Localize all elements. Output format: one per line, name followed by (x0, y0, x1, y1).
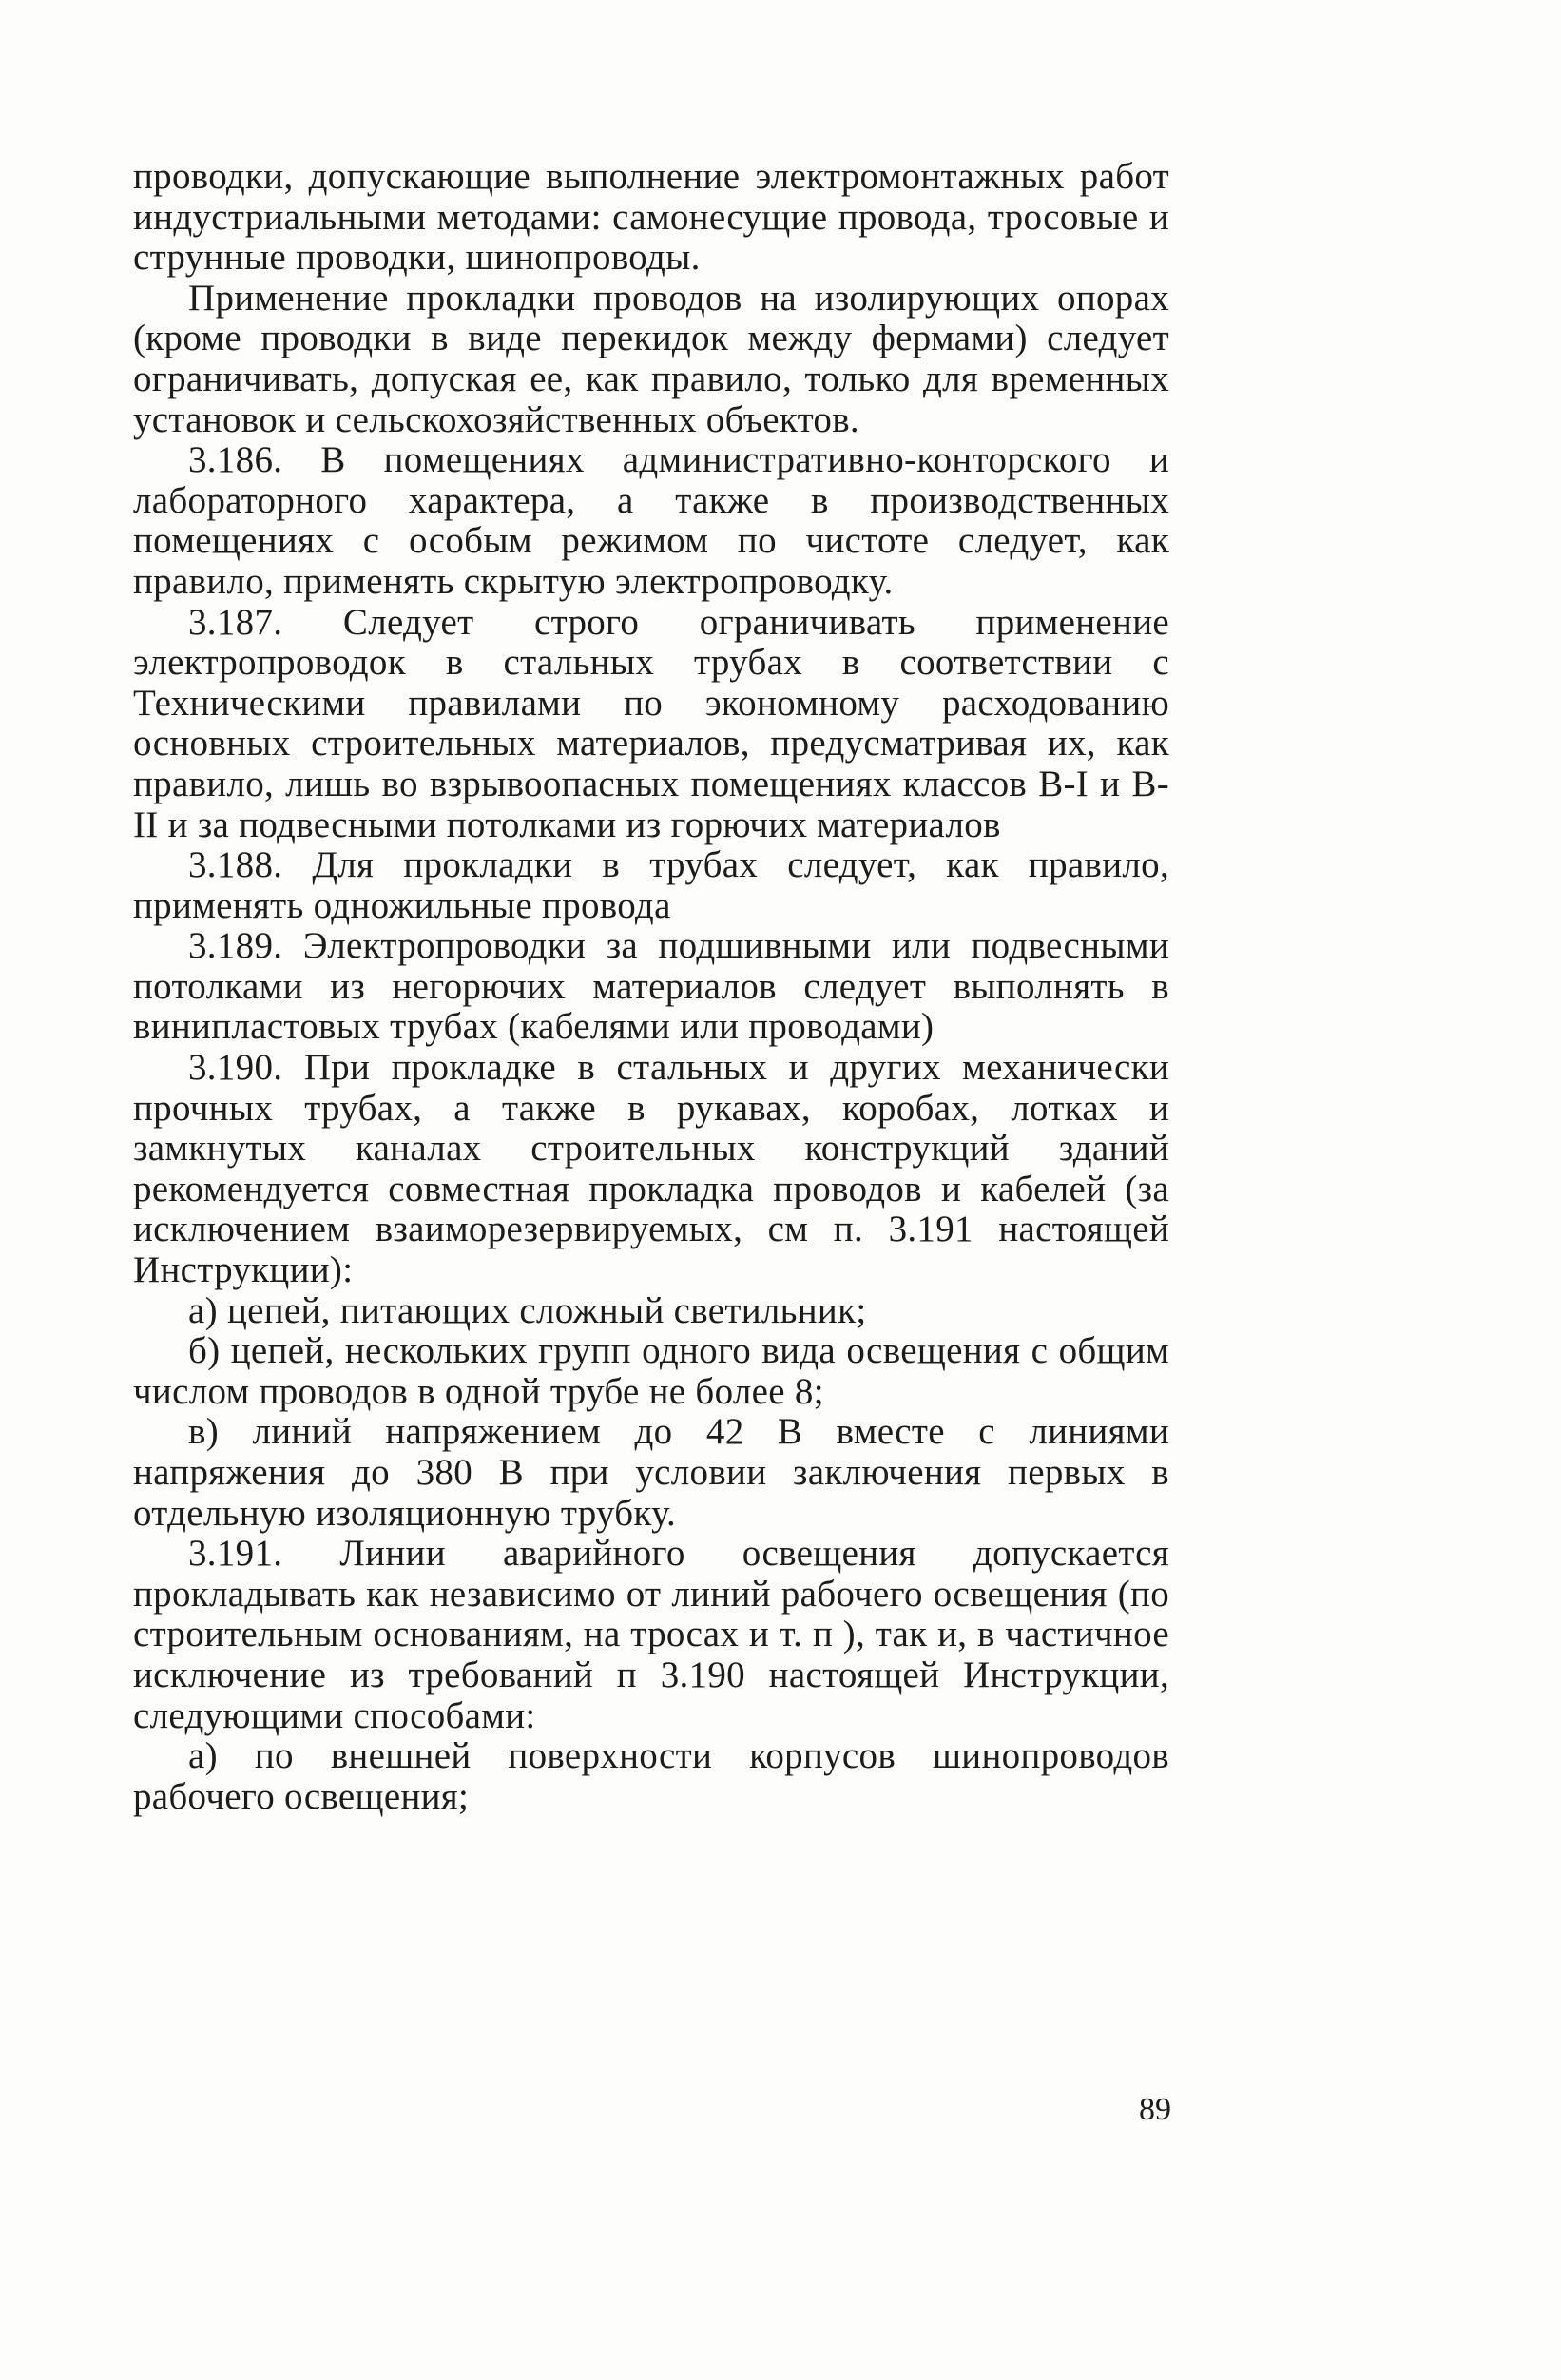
list-item-v: в) линий напряжением до 42 В вместе с линиями напряжения до 380 В при условии заключения первых в отдельную изоляционную трубку. (133, 1411, 1169, 1534)
paragraph-insulating-supports: Применение прокладки проводов на изолирующих опорах (кроме проводки в виде перекидок между фермами) следует ограничивать, допуская ее, как правило, только для временных установок и сельскохозяйственных объектов. (133, 277, 1169, 440)
paragraph-3-186: 3.186. В помещениях административно-конторского и лабораторного характера, а также в производственных помещениях с особым режимом по чистоте следует, как правило, применять скрытую электропроводку. (133, 439, 1169, 602)
paragraph-3-189: 3.189. Электропроводки за подшивными или подвесными потолками из негорючих материалов следует выполнять в винипластовых трубах (кабелями или проводами) (133, 925, 1169, 1048)
list-item-b: б) цепей, нескольких групп одного вида освещения с общим числом проводов в одной трубе не более 8; (133, 1330, 1169, 1412)
paragraph-3-190: 3.190. При прокладке в стальных и других механически прочных трубах, а также в рукавах, коробах, лотках и замкнутых каналах строительных конструкций зданий рекомендуется совместная прокладка проводов и кабелей (за исключением взаиморезервируемых, см п. 3.191 настоящей Инструкции): (133, 1047, 1169, 1291)
paragraph-3-187: 3.187. Следует строго ограничивать применение электропроводок в стальных трубах в соответствии с Техническими правилами по экономному расходованию основных строительных материалов, предусматривая их, как правило, лишь во взрывоопасных помещениях классов В-I и В-II и за подвесными потолками из горючих материалов (133, 601, 1169, 845)
page-number: 89 (1139, 2092, 1171, 2127)
body-text (133, 157, 1169, 1817)
paragraph-3-191: 3.191. Линии аварийного освещения допускается прокладывать как независимо от линий рабочего освещения (по строительным основаниям, на тросах и т. п ), так и, в частичное исключение из требований п 3.190 настоящей Инструкции, следующими способами: (133, 1533, 1169, 1736)
paragraph-continuation: проводки, допускающие выполнение электромонтажных работ индустриальными методами: самонесущие провода, тросовые и струнные проводки, шинопроводы. (133, 156, 1169, 279)
list-item-a: а) цепей, питающих сложный светильник; (188, 1289, 867, 1331)
list-item-a-2: а) по внешней поверхности корпусов шинопроводов рабочего освещения; (133, 1735, 1169, 1817)
paragraph-3-188: 3.188. Для прокладки в трубах следует, как правило, применять одножильные провода (133, 844, 1169, 926)
